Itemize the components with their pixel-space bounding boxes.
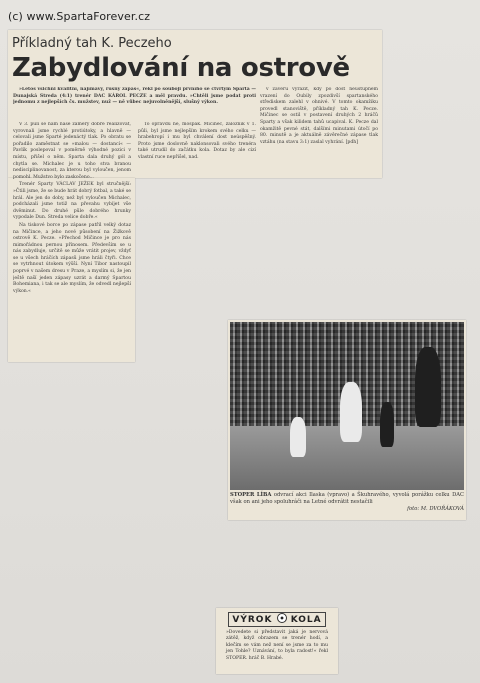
player-figure	[380, 402, 394, 447]
quote-box-title-text: VÝROK	[232, 615, 273, 625]
site-watermark: (c) www.SpartaForever.cz	[8, 10, 151, 23]
photo-credit: foto: M. DVOŘÁKOVÁ	[407, 506, 464, 512]
article-column-1-p3: Na tiskové borce po zápase patřil velký dotaz na Mičince, a jeho nové působení na Žižkově ostrově K. Pecze. »Přechod Mičince je pro nás mimořádnou pernou přínosem. Především se u nás zabydluje, určitě se může vrátit projev, vždyť se u všech hráčích zápasů jsme hráli čtyři. Chce se vytrhnout útokem výšší. Nyní Tibor nastoupil poprvé v našem dresu v Praze, a myslím si, že jen ještě naší jeden zápasy uzrát a darmý Spartou Bohemiana, i tak se ale myslím, že odvedl nejlepší výkon.«	[13, 222, 131, 294]
photo-caption-text: odvrací akci Ilaska (vpravo) a Škuhravého, vyvolá porážku celku DAC však on ani jeho spoluhráči na Letné odvrátit nestačili	[230, 492, 464, 505]
article-column-1-p1: V 3. půli se nám naše záměry dobře realizovat, vyrovnali jsme rychlé protiútoky, a hlavně — celovali jsme Sparté jedenáctý tlak. Po obratu se pořadilo zaměstnat se »malou — dostancí« — Pavlík poslepoval v poměrně výhodné pozici v místu, přišel o něm. Sparta dala druhý gól a chytla se. Michalec je u toho stva branou nedisciplinovanost, za kterou byl vyloučen, jenom pomohl. Mužstvo bylo zaskočeno...	[13, 122, 131, 180]
football-match-photo	[230, 322, 464, 490]
article-column-1	[13, 122, 131, 360]
player-figure	[340, 382, 362, 442]
article-lead-text: »Letos všichni kvalitní, najímavý, rušný zápas«, řekl po souboji prvního se čtvrtým Sparta — Dunajská Streda (4:1) trenér DAC KÁROL PECZE a měl pravdu. »Chtěli jsme podat proti jednomu z nejlepších čs. mužstev, nuž — ně vůbec nejuvolněnější, slušný výkon.	[13, 87, 256, 106]
article-column-3	[260, 87, 378, 175]
quote-box-title	[228, 612, 326, 627]
football-icon	[277, 613, 287, 623]
article-headline: Zabydlování na ostrově	[12, 53, 350, 83]
quote-of-the-round-clipping	[216, 608, 338, 674]
article-lead	[13, 87, 256, 117]
article-column-1-p2: Trenér Sparty VÁCLAV JEŽEK byl stručnější: »Čtili jsme, že se bude hrát dobrý fotbal, a také se hrál. Ale jen do doby, než byl vyloučen Michalec, podcházali jsme totiž na převahu vybíjet vše dvěminut. Do druhé půle dobrého hrunky vypodale Dun. Streda velice dobře.«	[13, 182, 131, 221]
goalkeeper-figure	[415, 347, 441, 427]
photo-caption	[230, 492, 464, 513]
article-kicker: Příkladný tah K. Peczeho	[12, 36, 172, 51]
article-column-2-p1: To opravdu ne, mospak. Mičinec, záložník v 1. půli, byl jsme nejlepším krokem svého celku — hrabehropí i mu byl chválení dost neúspěšný. Proto jsme doslovně naklonsovali svého trenéra také utrudil do začátku kola. Dotaz by ale cizí vlastní ruce nepřišel, nad.	[138, 122, 256, 160]
photo-caption-lead: STOPER LÍBA	[230, 492, 272, 498]
quote-box-text: »Dovedete si představit jaká je nervová zátěž, když obrazem se trenér hodí, a klečím se vám než není se jsme za to mu jen Tohle? Uznávání, to byla radost!« řekl STOPER. hráč B. Hrabé.	[226, 630, 328, 661]
quote-box-title-suffix: KOLA	[290, 615, 322, 625]
player-figure	[290, 417, 306, 457]
article-column-2	[138, 122, 256, 174]
article-column-3-p1: v závěru vyrazit, kdy po dost neustupném vrazení do Oubily zpozdivší spartanského střediskem zalehl v ohnivé. V tomto okamžiku provedl stanoviště, příkladný tah K. Pecze. Mičinec se ostil v postavení druhých 2 hráčů Sparty a však kilidem tahů ucapival. K. Pecze dal okamžitě pevné stát, dalšími minutami útočí po 80. minutě a je aktuálně závěrečné zápase tlak vztáhu (na stavu 3:1) zaslal vyhrání. [pdh]	[260, 87, 378, 145]
